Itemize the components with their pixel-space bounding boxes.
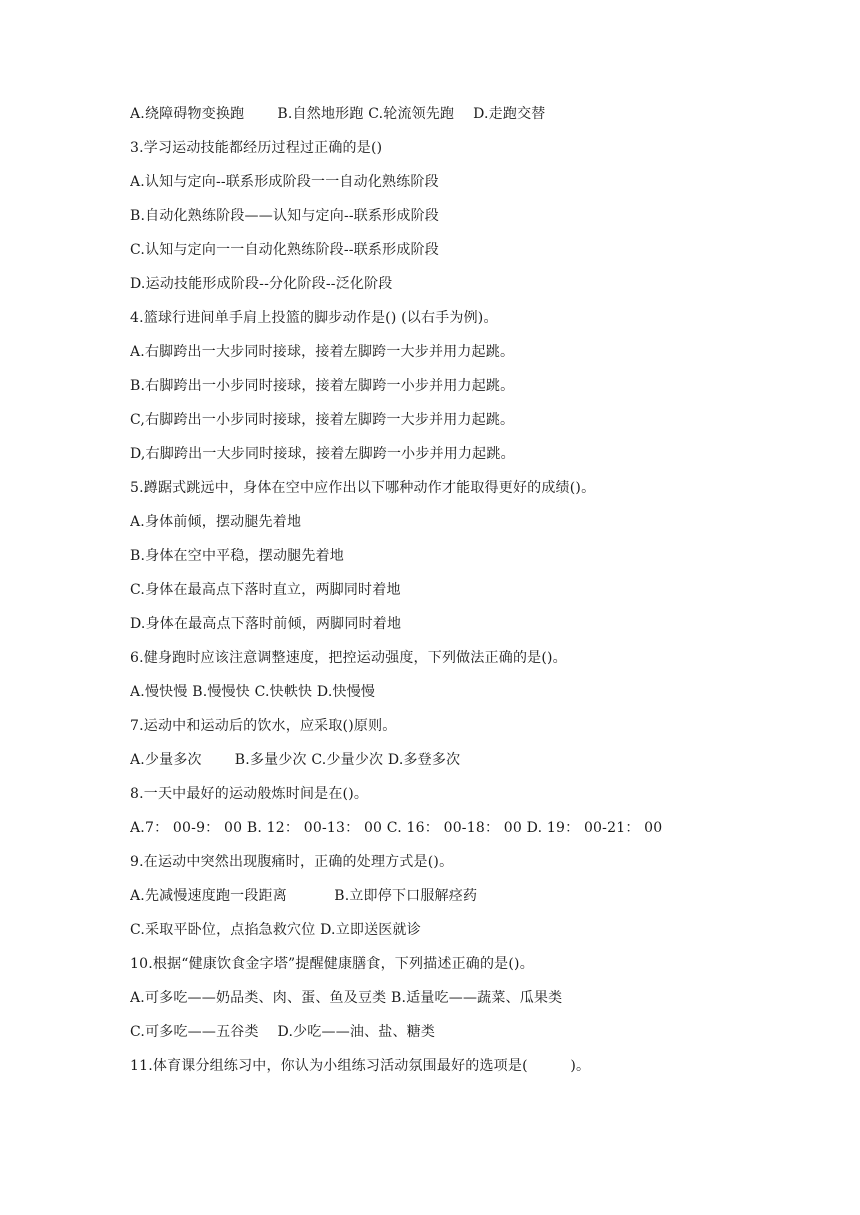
question-4: 4.篮球行进间单手肩上投篮的脚步动作是() (以右手为例)。: [130, 310, 498, 326]
option-3b: B.自动化熟练阶段——认知与定向--联系形成阶段: [130, 208, 439, 224]
options-10-ab: A.可多吃——奶品类、肉、蛋、鱼及豆类 B.适量吃——蔬菜、瓜果类: [130, 990, 563, 1006]
question-10: 10.根据“健康饮食金字塔”提醒健康膳食，下列描述正确的是()。: [130, 956, 534, 972]
option-5b: B.身体在空中平稳，摆动腿先着地: [130, 548, 344, 564]
question-3: 3.学习运动技能都经历过程过正确的是(): [130, 140, 383, 156]
option-5a: A.身体前倾，摆动腿先着地: [130, 514, 302, 530]
option-3a: A.认知与定向--联系形成阶段一一自动化熟练阶段: [130, 174, 439, 190]
question-list: [130, 102, 770, 1088]
option-3c: C.认知与定向一一自动化熟练阶段--联系形成阶段: [130, 242, 439, 258]
question-8: 8.一天中最好的运动般炼时间是在()。: [130, 786, 369, 802]
option-4b: B.右脚跨出一小步同时接球，接着左脚跨一小步并用力起跳。: [130, 378, 515, 394]
option-4a: A.右脚跨出一大步同时接球，接着左脚跨一大步并用力起跳。: [130, 344, 515, 360]
options-8: A.7： 00-9： 00 B. 12： 00-13： 00 C. 16： 00-18： 00 D. 19： 00-21： 00: [130, 820, 663, 836]
question-7: 7.运动中和运动后的饮水，应采取()原则。: [130, 718, 397, 734]
option-3d: D.运动技能形成阶段--分化阶段--泛化阶段: [130, 276, 393, 292]
options-6: A.慢快慢 B.慢慢快 C.快軼快 D.快慢慢: [130, 684, 376, 700]
option-4d: D,右脚跨出一大步同时接球，接着左脚跨一小步并用力起跳。: [130, 446, 515, 462]
question-9: 9.在运动中突然出现腹痛时，正确的处理方式是()。: [130, 854, 454, 870]
option-5c: C.身体在最高点下落时直立，两脚同时着地: [130, 582, 401, 598]
options-9-ab: A.先减慢速度跑一段距离 B.立即停下口服解痉药: [130, 888, 478, 904]
question-11: 11.体育课分组练习中，你认为小组练习活动氛围最好的选项是( )。: [130, 1058, 591, 1074]
option-line-2: A.绕障碍物变换跑 B.自然地形跑 C.轮流领先跑 D.走跑交替: [130, 106, 546, 122]
question-5: 5.蹲踞式跳远中，身体在空中应作出以下哪种动作才能取得更好的成绩()。: [130, 480, 596, 496]
options-10-cd: C.可多吃——五谷类 D.少吃——油、盐、糖类: [130, 1024, 436, 1040]
option-5d: D.身体在最高点下落时前倾，两脚同时着地: [130, 616, 402, 632]
options-9-cd: C.采取平卧位，点掐急救穴位 D.立即送医就诊: [130, 922, 421, 938]
question-6: 6.健身跑时应该注意调整速度，把控运动强度，下列做法正确的是()。: [130, 650, 567, 666]
option-4c: C,右脚跨出一小步同时接球，接着左脚跨一大步并用力起跳。: [130, 412, 515, 428]
options-7: A.少量多次 B.多量少次 C.少量少次 D.多登多次: [130, 752, 461, 768]
